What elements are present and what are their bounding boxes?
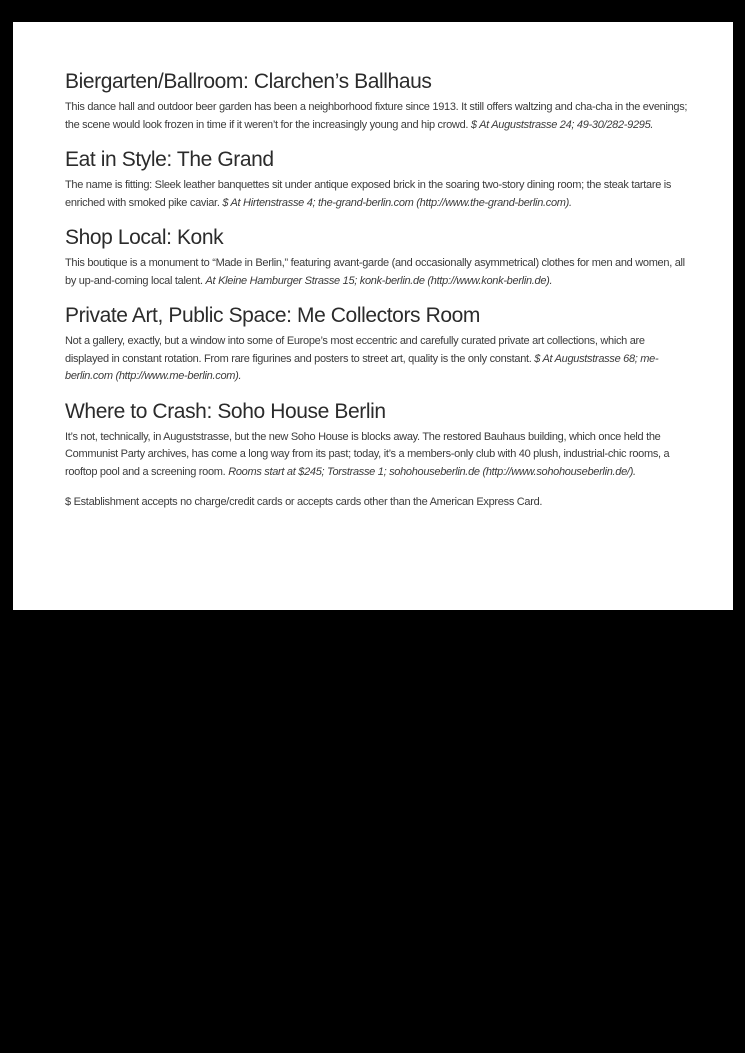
section-body-text: The name is fitting: Sleek leather banquettes sit under antique exposed brick in the soaring two-story dining room; the steak tartare is enriched with smoked pike caviar. <box>65 179 672 209</box>
section-contact-info: Rooms start at $245; Torstrasse 1; sohohouseberlin.de (http://​www.sohohouseberlin.de/). <box>228 465 636 478</box>
section-body <box>65 177 690 212</box>
section-body <box>65 429 690 482</box>
section-body-text: This dance hall and outdoor beer garden has been a neighborhood fixture since 1913. It still offers waltzing and cha-cha in the evenings; the scene would look frozen in time if it weren’t for the increasingly young and hip crowd. <box>65 101 688 131</box>
section-body <box>65 99 690 134</box>
document-page <box>13 22 733 610</box>
section-body-text: Not a gallery, exactly, but a window into some of Europe’s most eccentric and carefully curated private art collections, which are displayed in constant rotation. From rare figurines and posters to street art, quality is the only constant. <box>65 335 645 365</box>
section-contact-info: $ At Auguststrasse 24; 49-30/282-9295. <box>470 118 654 131</box>
section-body-text: This boutique is a monument to “Made in Berlin,” featuring avant-garde (and occasionally asymmetrical) clothes for men and women, all by up-and-coming local talent. <box>65 257 685 287</box>
article-section-the-grand <box>65 147 690 212</box>
section-contact-info: $ At Auguststrasse 68; me-berlin.com (http://www.me-berlin.com). <box>65 352 659 382</box>
section-heading: Where to Crash: Soho House Berlin <box>65 399 386 423</box>
section-heading: Shop Local: Konk <box>65 226 224 249</box>
section-body <box>65 255 690 290</box>
section-heading: Biergarten/Ballroom: Clarchen’s Ballhaus <box>65 70 432 93</box>
article-section-me-collectors-room <box>65 303 690 386</box>
section-body-text: It’s not, technically, in Auguststrasse, but the new Soho House is blocks away. The restored Bauhaus building, which once held the Communist Party archives, has come a long way from its past; today, it’s a members-only club with 40 plush, industrial-chic rooms, a rooftop pool and a screening room. <box>65 430 670 478</box>
section-contact-info: At Kleine Hamburger Strasse 15; konk-berlin.de (http://www.konk-berlin.de). <box>205 274 553 287</box>
article-section-soho-house-berlin <box>65 399 690 482</box>
section-contact-info: $ At Hirtenstrasse 4; the-grand-berlin.com (http://www.the-grand-berlin.com). <box>222 196 572 209</box>
article-section-clarchens-ballhaus <box>65 69 690 134</box>
article-section-konk <box>65 225 690 290</box>
footnote: $ Establishment accepts no charge/credit cards or accepts cards other than the American Express Card. <box>65 496 543 508</box>
section-body <box>65 333 690 386</box>
section-heading: Eat in Style: The Grand <box>65 148 274 171</box>
section-heading: Private Art, Public Space: Me Collectors Room <box>65 304 481 327</box>
